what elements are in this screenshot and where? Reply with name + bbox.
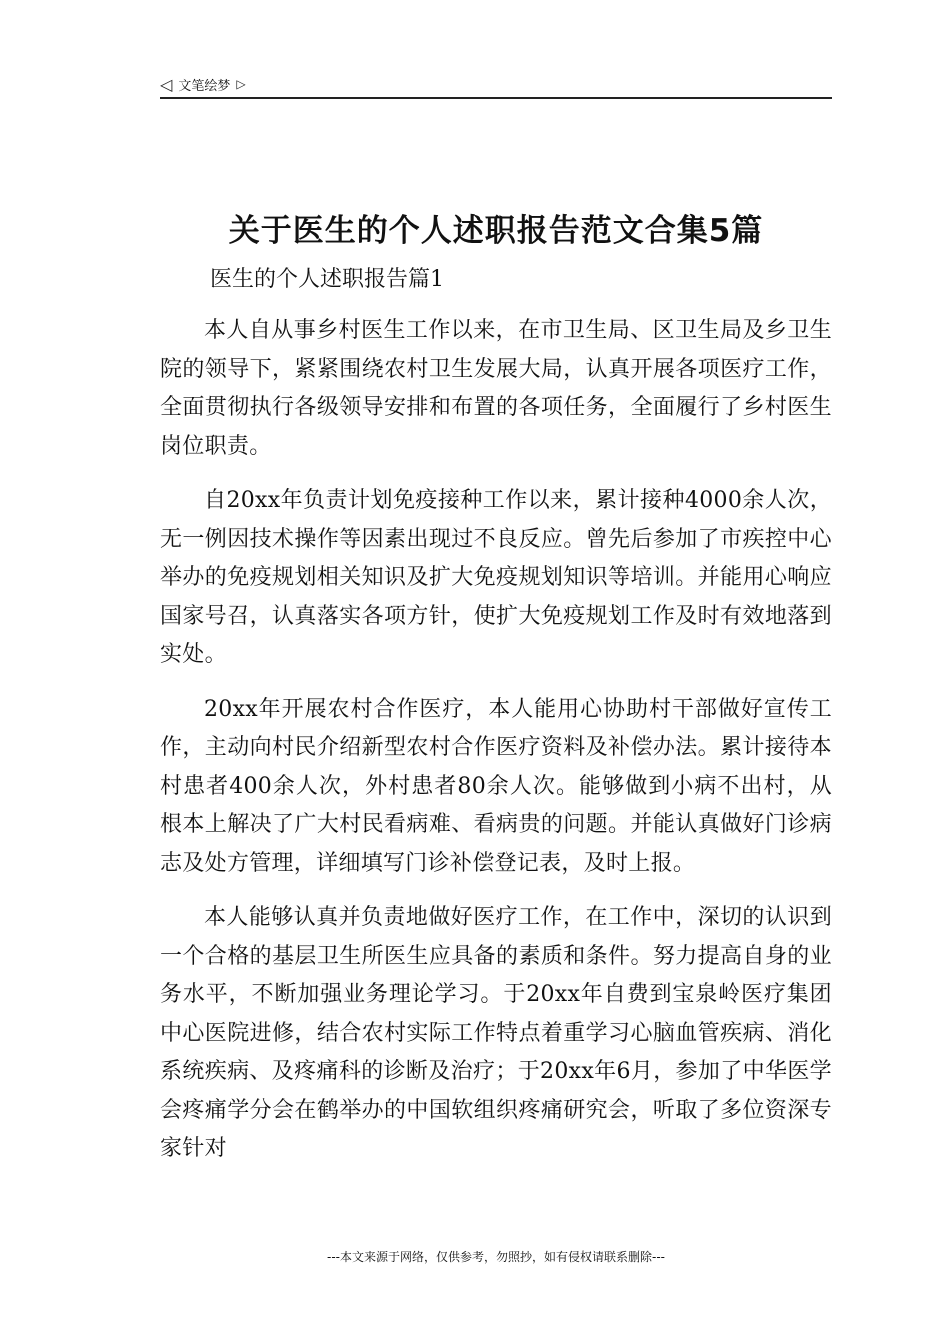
header-divider — [160, 97, 832, 99]
document-subtitle: 医生的个人述职报告篇1 — [210, 267, 444, 292]
document-title: 关于医生的个人述职报告范文合集5篇 — [228, 213, 764, 249]
header-brand: 文笔绘梦 — [178, 78, 231, 94]
paragraph: 本人自从事乡村医生工作以来，在市卫生局、区卫生局及乡卫生院的领导下，紧紧围绕农村卫生发展大局，认真开展各项医疗工作，全面贯彻执行各级领导安排和布置的各项任务，全面履行了乡村医生岗位职责。 — [160, 318, 832, 459]
document-body — [160, 312, 832, 1185]
triangle-right-icon: ▷ — [236, 77, 246, 91]
page-footer-notice: ---本文来源于网络，仅供参考，勿照抄，如有侵权请联系删除--- — [327, 1250, 665, 1264]
paragraph: 20xx年开展农村合作医疗，本人能用心协助村干部做好宣传工作，主动向村民介绍新型农村合作医疗资料及补偿办法。累计接待本村患者400余人次，外村患者80余人次。能够做到小病不出村，从根本上解决了广大村民看病难、看病贵的问题。并能认真做好门诊病志及处方管理，详细填写门诊补偿登记表，及时上报。 — [160, 696, 832, 876]
page-header — [160, 72, 832, 96]
paragraph: 本人能够认真并负责地做好医疗工作，在工作中，深切的认识到一个合格的基层卫生所医生应具备的素质和条件。努力提高自身的业务水平，不断加强业务理论学习。于20xx年自费到宝泉岭医疗集团中心医院进修，结合农村实际工作特点着重学习心脑血管疾病、消化系统疾病、及疼痛科的诊断及治疗；于20xx年6月，参加了中华医学会疼痛学分会在鹤举办的中国软组织疼痛研究会，听取了多位资深专家针对 — [160, 905, 832, 1161]
triangle-left-icon: ◁ — [160, 74, 173, 94]
paragraph: 自20xx年负责计划免疫接种工作以来，累计接种4000余人次，无一例因技术操作等因素出现过不良反应。曾先后参加了市疾控中心举办的免疫规划相关知识及扩大免疫规划知识等培训。并能用心响应国家号召，认真落实各项方针，使扩大免疫规划工作及时有效地落到实处。 — [160, 488, 832, 667]
